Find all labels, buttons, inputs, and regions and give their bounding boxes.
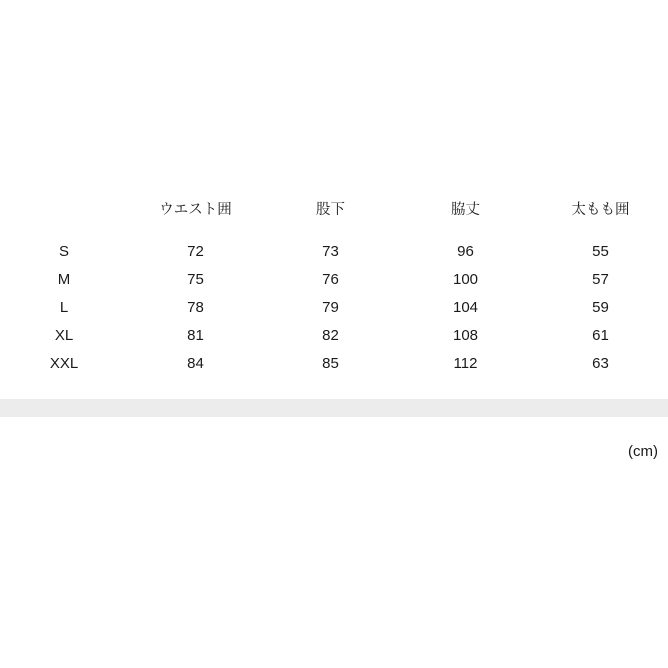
- row-label-xl: XL: [54, 327, 74, 344]
- column-header-thigh: 太もも囲: [571, 202, 630, 218]
- row-label-l: L: [59, 299, 69, 316]
- table-row: [0, 238, 668, 266]
- cell-m-waist: 75: [187, 271, 204, 288]
- table-row: [0, 322, 668, 350]
- cell-xxl-waist: 84: [187, 355, 204, 372]
- cell-m-thigh: 57: [592, 271, 609, 288]
- column-header-outseam: 脇丈: [451, 202, 480, 218]
- cell-xl-thigh: 61: [592, 327, 609, 344]
- cell-m-outseam: 100: [452, 271, 479, 288]
- cell-xl-waist: 81: [187, 327, 204, 344]
- table-header: [0, 196, 668, 238]
- cell-xxl-outseam: 112: [453, 355, 478, 372]
- cell-s-outseam: 96: [457, 243, 474, 260]
- row-label-m: M: [57, 271, 71, 288]
- unit-note: (cm): [628, 443, 658, 460]
- cell-s-inseam: 73: [322, 243, 339, 260]
- row-label-s: S: [58, 243, 69, 260]
- cell-xl-inseam: 82: [322, 327, 339, 344]
- column-header-size: [0, 196, 128, 238]
- table-row: [0, 350, 668, 378]
- cell-l-waist: 78: [187, 299, 204, 316]
- size-chart-table: [0, 196, 668, 378]
- column-header-inseam: 股下: [316, 202, 345, 218]
- cell-xl-outseam: 108: [452, 327, 479, 344]
- cell-l-inseam: 79: [322, 299, 339, 316]
- cell-xxl-thigh: 63: [592, 355, 609, 372]
- cell-m-inseam: 76: [322, 271, 339, 288]
- table-header-row: [0, 196, 668, 238]
- cell-l-outseam: 104: [452, 299, 479, 316]
- cell-s-thigh: 55: [592, 243, 609, 260]
- cell-xxl-inseam: 85: [322, 355, 339, 372]
- table-body: [0, 238, 668, 378]
- column-header-waist: ウエスト囲: [159, 202, 232, 218]
- section-divider: [0, 399, 668, 417]
- row-label-xxl: XXL: [49, 355, 79, 372]
- table-row: [0, 266, 668, 294]
- cell-l-thigh: 59: [592, 299, 609, 316]
- table-row: [0, 294, 668, 322]
- cell-s-waist: 72: [187, 243, 204, 260]
